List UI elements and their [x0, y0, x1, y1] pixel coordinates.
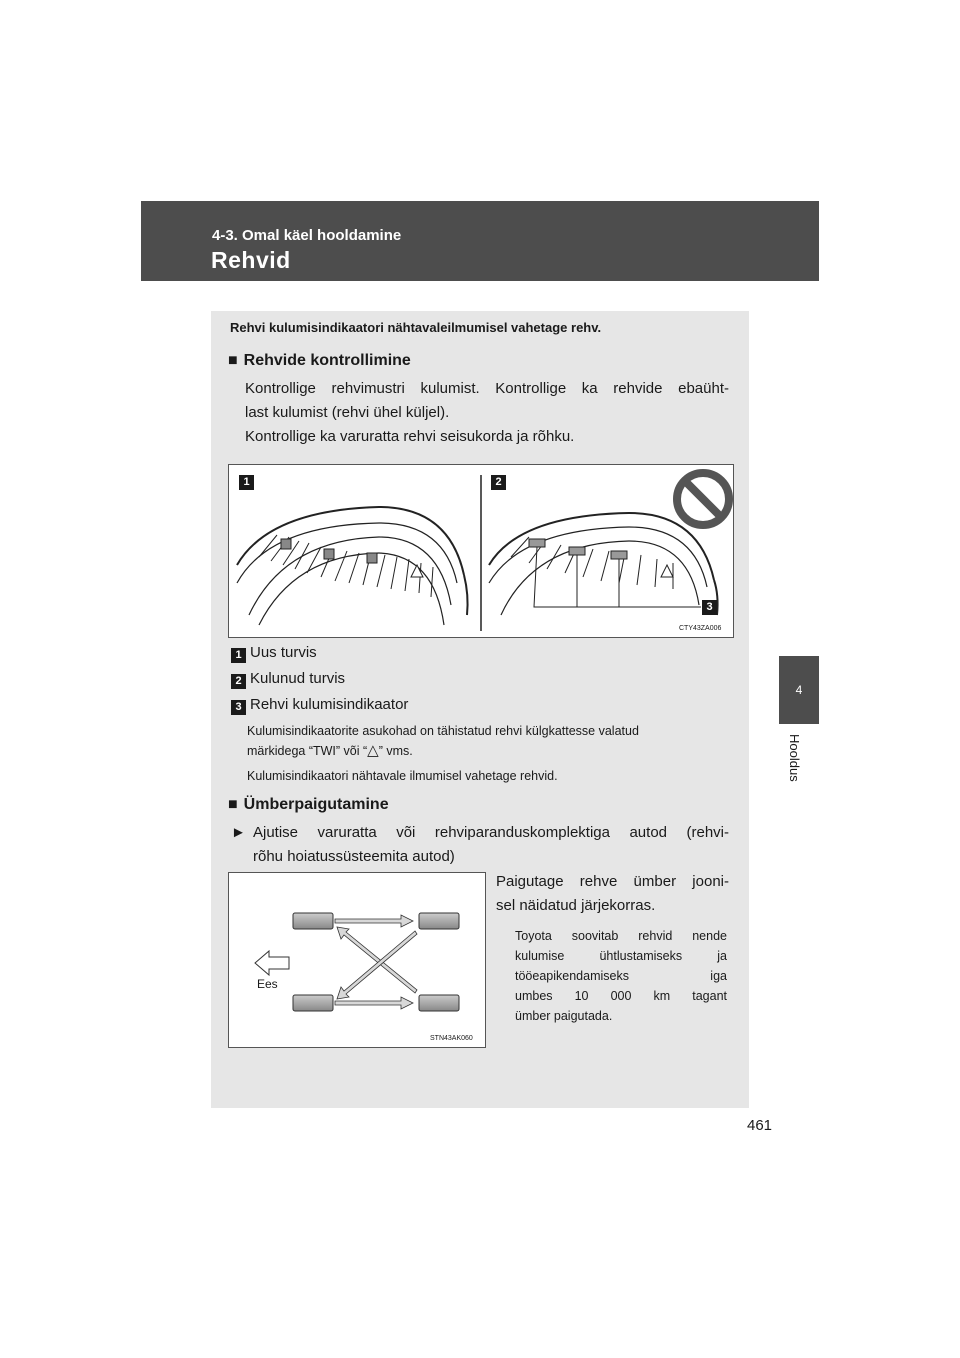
legend-note-1b [247, 741, 413, 761]
rotation-bullet-line-2: rõhu hoiatussüsteemita autod) [253, 848, 455, 865]
legend-badge-2: 2 [231, 674, 246, 689]
rotation-figure [228, 872, 486, 1048]
legend-note-1b-pre: märkidega “TWI” või “ [247, 744, 368, 758]
figure-badge-1: 1 [239, 475, 254, 490]
square-bullet-icon: ■ [228, 352, 238, 369]
inspect-line-3: Kontrollige ka varuratta rehvi seisukorda ja rõhku. [245, 428, 575, 445]
chapter-tab: 4 [779, 656, 819, 724]
rotation-note-line-1: Toyota soovitab rehvid nende [515, 929, 727, 943]
figure-code: CTY43ZA006 [679, 625, 722, 632]
figure-code: STN43AK060 [430, 1035, 473, 1042]
rotation-bullet-line-1: Ajutise varuratta või rehviparanduskomplektiga autod (rehvi- [253, 824, 729, 841]
legend-item-2 [231, 670, 345, 689]
legend-note-1b-post: ” vms. [378, 744, 413, 758]
front-label: Ees [257, 977, 278, 991]
chapter-side-label: Hooldus [787, 734, 802, 782]
rotation-note-line-4: umbes 10 000 km tagant [515, 989, 727, 1003]
legend-item-3-label: Rehvi kulumisindikaator [250, 696, 409, 713]
inspect-heading-text: Rehvide kontrollimine [243, 352, 411, 369]
tire-rotation-diagram [229, 873, 485, 1047]
legend-item-3 [231, 696, 408, 715]
intro-text: Rehvi kulumisindikaatori nähtavaleilmumisel vahetage rehv. [230, 320, 602, 335]
inspect-line-2: last kulumist (rehvi ühel küljel). [245, 404, 450, 421]
triangle-bullet-icon: ► [231, 824, 246, 841]
rotation-instr-line-2: sel näidatud järjekorras. [496, 897, 656, 914]
square-bullet-icon: ■ [228, 796, 238, 813]
rotation-heading [228, 796, 389, 814]
rotation-heading-text: Ümberpaigutamine [243, 796, 389, 813]
rotation-instr-line-1: Paigutage rehve ümber jooni- [496, 873, 729, 890]
triangle-mark-icon: △ [367, 742, 379, 759]
figure-badge-2: 2 [491, 475, 506, 490]
page-number: 461 [747, 1117, 773, 1134]
legend-badge-1: 1 [231, 648, 246, 663]
tread-figure [228, 464, 734, 638]
legend-item-2-label: Kulunud turvis [250, 670, 346, 687]
section-title: 4-3. Omal käel hooldamine [212, 227, 402, 244]
rotation-note-line-2: kulumise ühtlustamiseks ja [515, 949, 727, 963]
legend-item-1-label: Uus turvis [250, 644, 317, 661]
legend-note-1a: Kulumisindikaatorite asukohad on tähistatud rehvi külgkattesse valatud [247, 724, 639, 738]
inspect-heading [228, 352, 411, 370]
tire-tread-illustration [229, 465, 733, 637]
rotation-note-line-5: ümber paigutada. [515, 1009, 613, 1023]
chapter-header [141, 201, 819, 281]
rotation-note-line-3: tööeapikendamiseks iga [515, 969, 727, 983]
figure-badge-3: 3 [702, 600, 717, 615]
inspect-line-1: Kontrollige rehvimustri kulumist. Kontrollige ka rehvide ebaüht- [245, 380, 729, 397]
legend-item-1 [231, 644, 317, 663]
page-title: Rehvid [211, 247, 291, 273]
legend-badge-3: 3 [231, 700, 246, 715]
legend-note-2: Kulumisindikaatori nähtavale ilmumisel vahetage rehvid. [247, 769, 558, 783]
